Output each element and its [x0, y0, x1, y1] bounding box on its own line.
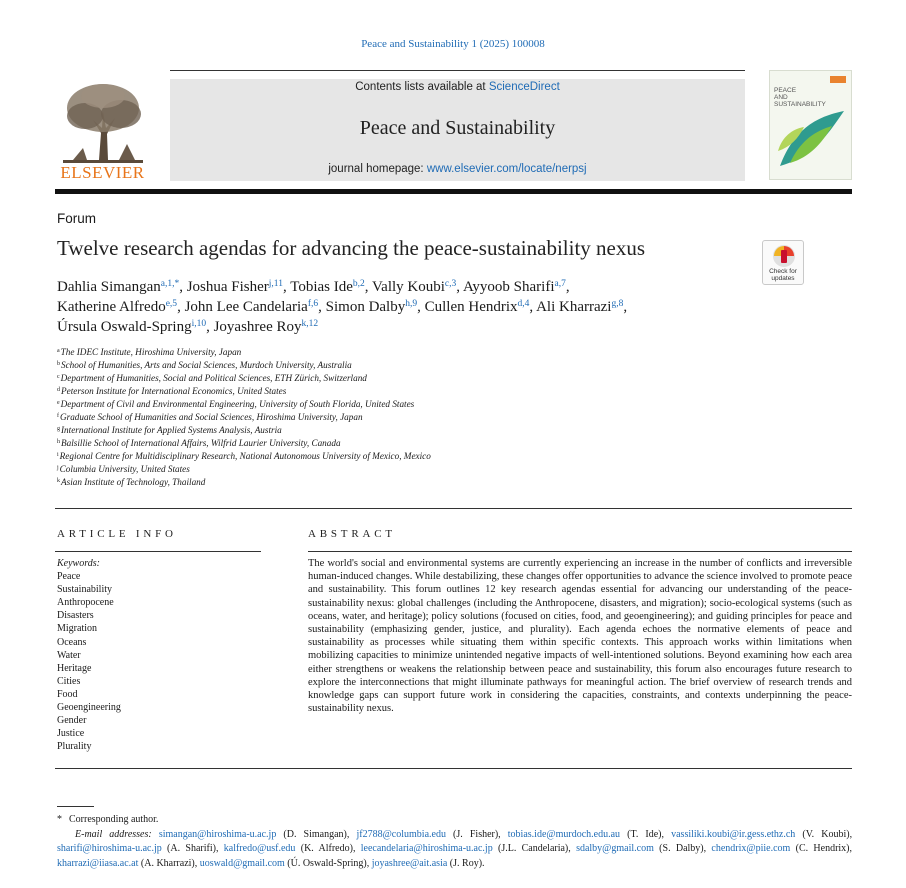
- affiliation: $^a$The IDEC Institute, Hiroshima University, Japan: [57, 347, 242, 357]
- email-link[interactable]: uoswald@gmail.com: [199, 857, 285, 869]
- article-title: Twelve research agendas for advancing the peace-sustainability nexus: [57, 236, 646, 260]
- keyword: Sustainability: [57, 584, 112, 596]
- footnotes: [57, 813, 852, 871]
- author[interactable]: Cullen Hendrix$^{d,4}$,: [424, 299, 534, 315]
- email-link[interactable]: tobias.ide@murdoch.edu.au: [507, 828, 621, 840]
- author[interactable]: Simon Dalby$^{h,9}$,: [325, 299, 421, 315]
- author[interactable]: Joshua Fisher$^{j,11}$,: [186, 279, 287, 295]
- keywords-list: [57, 557, 257, 753]
- cover-title-line1: PEACE: [774, 87, 797, 94]
- elsevier-wordmark[interactable]: ELSEVIER: [60, 163, 145, 182]
- author[interactable]: Úrsula Oswald-Spring$^{i,10}$,: [57, 319, 210, 335]
- abstract-rule: [308, 551, 852, 552]
- contents-prefix: Contents lists available at: [355, 81, 486, 93]
- header-thick-rule: [55, 189, 852, 194]
- keyword: Geoengineering: [57, 702, 121, 714]
- author[interactable]: Ayyoob Sharifi$^{a,7}$,: [462, 279, 570, 295]
- journal-citation[interactable]: Peace and Sustainability 1 (2025) 100008: [361, 38, 545, 50]
- author[interactable]: Katherine Alfredo$^{e,5}$,: [57, 299, 181, 315]
- email-link[interactable]: simangan@hiroshima-u.ac.jp: [158, 828, 277, 840]
- contents-line: [170, 81, 745, 93]
- author[interactable]: Tobias Ide$^{b,2}$,: [290, 279, 369, 295]
- affiliation: $^d$Peterson Institute for International Economics, United States: [57, 386, 287, 396]
- homepage-prefix: journal homepage:: [328, 163, 424, 175]
- email-link[interactable]: vassiliki.koubi@ir.gess.ethz.ch: [671, 828, 796, 840]
- homepage-line: [170, 163, 745, 175]
- author[interactable]: Joyashree Roy$^{k,12}$: [213, 319, 319, 335]
- affiliation: $^j$Columbia University, United States: [57, 464, 190, 474]
- crossmark-line1: Check for: [769, 268, 797, 275]
- keyword: Anthropocene: [57, 597, 114, 609]
- email-link[interactable]: sdalby@gmail.com: [576, 843, 654, 855]
- affiliation: $^e$Department of Civil and Environmental Engineering, University of South Florida, United States: [57, 399, 415, 409]
- abstract-text: The world's social and environmental systems are currently experiencing an increase in the number of conflicts and irreversible human-induced changes. While destabilizing, these changes offer opportunities to advance the science involved to promote peace and sustainability. This forum outlines 12 key research agendas essential for advancing our understanding of the peace-sustainability nexus: global challenges (including the Anthropocene, disasters, and migration); socio-ecological systems (such as oceans, water, and heritage); policy solutions (focused on cities, food, and geoengineering); and guiding principles for peace and sustainability (emphasizing gender, justice, and plurality). Each agenda echoes the normative elements of peace and sustainability as processes while situating them within specific contexts. This approach works within limitations when mobilizing capacities to minimize unintended negative impacts of well-intentioned solutions. Beyond examining how each area either strengthens or weakens the relationship between peace and sustainability, this forum also encourages future research to explore the interconnections that might illuminate pathways for meaningful action. The brief overview of research trends and knowledge gaps can support future work in considering the capacities, constraints, and contexts underpinning the peace-sustainability nexus.: [308, 558, 852, 715]
- journal-title[interactable]: Peace and Sustainability: [359, 117, 556, 139]
- keyword: Peace: [57, 571, 81, 583]
- article-section: Forum: [57, 211, 97, 226]
- corresponding-author-note: [57, 813, 852, 828]
- author[interactable]: Dahlia Simangan$^{a,1,*}$,: [57, 279, 183, 295]
- keywords-label: Keywords:: [57, 558, 100, 569]
- affiliation: $^f$Graduate School of Humanities and Social Sciences, Hiroshima University, Japan: [57, 412, 363, 422]
- footnote-marker: *: [57, 814, 62, 825]
- keyword: Water: [57, 649, 81, 661]
- author[interactable]: John Lee Candelaria$^{f,6}$,: [184, 299, 322, 315]
- sciencedirect-link[interactable]: ScienceDirect: [488, 81, 560, 93]
- email-addresses: E-mail addresses: simangan@hiroshima-u.ac.jp (D. Simangan), jf2788@columbia.edu (J. Fisher), tobias.ide@murdoch.edu.au (T. Ide), vassiliki.koubi@ir.gess.ethz.ch (V. Koubi), sharifi@hiroshima-u.ac.jp (A. Sharifi), kalfredo@usf.edu (K. Alfredo), leecandelaria@hiroshima-u.ac.jp (J.L. Candelaria), sdalby@gmail.com (S. Dalby), chendrix@piie.com (C. Hendrix), kharrazi@iiasa.ac.at (A. Kharrazi), uoswald@gmail.com (Ú. Oswald-Spring), joyashree@ait.asia (J. Roy).: [57, 828, 853, 869]
- keyword: Disasters: [57, 610, 94, 622]
- author-list: [57, 277, 757, 337]
- abstract-heading: ABSTRACT: [308, 528, 396, 540]
- email-label: E-mail addresses:: [75, 828, 152, 840]
- email-link[interactable]: kharrazi@iiasa.ac.at: [57, 857, 139, 869]
- cover-title-line2: AND: [774, 94, 788, 101]
- keyword: Cities: [57, 675, 81, 687]
- cover-leaf-icon: [770, 71, 852, 180]
- journal-masthead: [170, 79, 745, 181]
- header-rule: [170, 70, 745, 71]
- affiliation-list: [57, 346, 757, 489]
- author[interactable]: Ali Kharrazi$^{g,8}$,: [536, 299, 628, 315]
- cover-title-line3: SUSTAINABILITY: [774, 101, 826, 108]
- footnote-rule: [57, 806, 94, 807]
- journal-cover[interactable]: [769, 70, 852, 180]
- keyword: Plurality: [57, 741, 92, 753]
- email-link[interactable]: joyashree@ait.asia: [371, 857, 448, 869]
- keyword: Food: [57, 688, 78, 700]
- email-link[interactable]: chendrix@piie.com: [711, 843, 791, 855]
- email-link[interactable]: sharifi@hiroshima-u.ac.jp: [57, 843, 162, 855]
- homepage-link[interactable]: www.elsevier.com/locate/nerpsj: [426, 163, 587, 175]
- section-rule: [55, 508, 852, 509]
- crossmark-text: [763, 268, 803, 282]
- article-info-heading: ARTICLE INFO: [57, 528, 177, 540]
- crossmark-icon: [772, 244, 796, 268]
- corresponding-label: Corresponding author.: [69, 814, 159, 825]
- affiliation: $^c$Department of Humanities, Social and Political Sciences, ETH Zürich, Switzerland: [57, 373, 367, 383]
- crossmark-line2: updates: [771, 275, 795, 282]
- keyword: Justice: [57, 728, 85, 740]
- email-link[interactable]: jf2788@columbia.edu: [356, 828, 446, 840]
- email-link[interactable]: kalfredo@usf.edu: [223, 843, 296, 855]
- email-link[interactable]: leecandelaria@hiroshima-u.ac.jp: [360, 843, 493, 855]
- keyword: Heritage: [57, 662, 92, 674]
- affiliation: $^i$Regional Centre for Multidisciplinary Research, National Autonomous University of Mexico, Mexico: [57, 451, 431, 461]
- abstract-end-rule: [55, 768, 852, 769]
- check-for-updates-button[interactable]: [762, 240, 804, 285]
- affiliation: $^k$Asian Institute of Technology, Thailand: [57, 477, 206, 487]
- keyword: Gender: [57, 715, 87, 727]
- affiliation: $^b$School of Humanities, Arts and Social Sciences, Murdoch University, Australia: [57, 360, 352, 370]
- keyword: Migration: [57, 623, 97, 635]
- keyword: Oceans: [57, 636, 87, 648]
- author[interactable]: Vally Koubi$^{c,3}$,: [372, 279, 461, 295]
- article-info-rule: [55, 551, 261, 552]
- affiliation: $^g$International Institute for Applied Systems Analysis, Austria: [57, 425, 282, 435]
- affiliation: $^h$Balsillie School of International Affairs, Wilfrid Laurier University, Canada: [57, 438, 341, 448]
